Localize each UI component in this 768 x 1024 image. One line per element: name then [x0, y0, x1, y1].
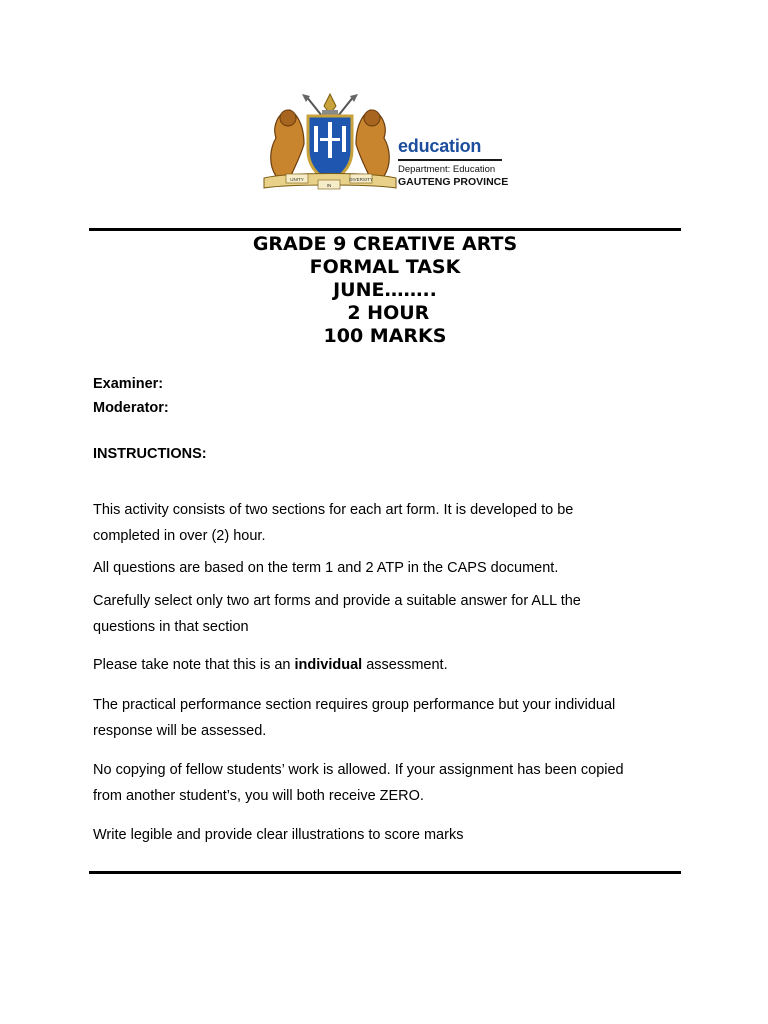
examiner-label: Examiner:	[93, 376, 164, 392]
moderator-label: Moderator:	[93, 400, 169, 416]
instruction-paragraph-3	[93, 588, 653, 640]
bottom-divider	[89, 871, 681, 874]
title-line-4: 2 HOUR	[340, 302, 430, 324]
instruction-4-text-before: Please take note that this is an	[93, 657, 295, 673]
instruction-6-line-1: No copying of fellow students’ work is allowed. If your assignment has been copied	[93, 762, 624, 778]
instruction-paragraph-1	[93, 497, 653, 549]
instruction-paragraph-5	[93, 692, 653, 744]
instruction-paragraph-7: Write legible and provide clear illustrations to score marks	[93, 827, 464, 843]
logo-education-word: education	[398, 136, 482, 156]
instruction-3-line-2: questions in that section	[93, 619, 249, 635]
instruction-1-line-1: This activity consists of two sections for each art form. It is developed to be	[93, 502, 574, 518]
instructions-heading: INSTRUCTIONS:	[93, 446, 207, 462]
document-title	[89, 233, 681, 348]
coat-of-arms-icon	[260, 92, 400, 196]
logo-department: Department: Education	[398, 163, 496, 175]
title-line-5: 100 MARKS	[323, 325, 447, 347]
top-divider	[89, 228, 681, 231]
gauteng-education-logo	[260, 92, 516, 196]
motto-left: UNITY	[290, 177, 304, 182]
motto-right: DIVERSITY	[349, 177, 373, 182]
instruction-paragraph-2: All questions are based on the term 1 and 2 ATP in the CAPS document.	[93, 560, 559, 576]
title-line-1: GRADE 9 CREATIVE ARTS	[252, 233, 518, 255]
instruction-5-line-2: response will be assessed.	[93, 723, 267, 739]
logo-underline	[398, 159, 502, 161]
instruction-1-line-2: completed in over (2) hour.	[93, 528, 266, 544]
instruction-3-line-1: Carefully select only two art forms and provide a suitable answer for ALL the	[93, 593, 581, 609]
instruction-paragraph-4	[93, 652, 653, 678]
instruction-paragraph-6	[93, 757, 653, 809]
instruction-5-line-1: The practical performance section requires group performance but your individual	[93, 697, 616, 713]
logo-text	[398, 136, 508, 188]
instruction-6-line-2: from another student’s, you will both receive ZERO.	[93, 788, 424, 804]
instruction-4-bold-word: individual	[294, 657, 363, 673]
motto-mid: IN	[326, 183, 332, 188]
logo-province: GAUTENG PROVINCE	[398, 175, 509, 188]
instruction-4-text-after: assessment.	[362, 657, 448, 673]
title-line-2: FORMAL TASK	[309, 256, 461, 278]
title-line-3: JUNE……..	[333, 279, 437, 301]
